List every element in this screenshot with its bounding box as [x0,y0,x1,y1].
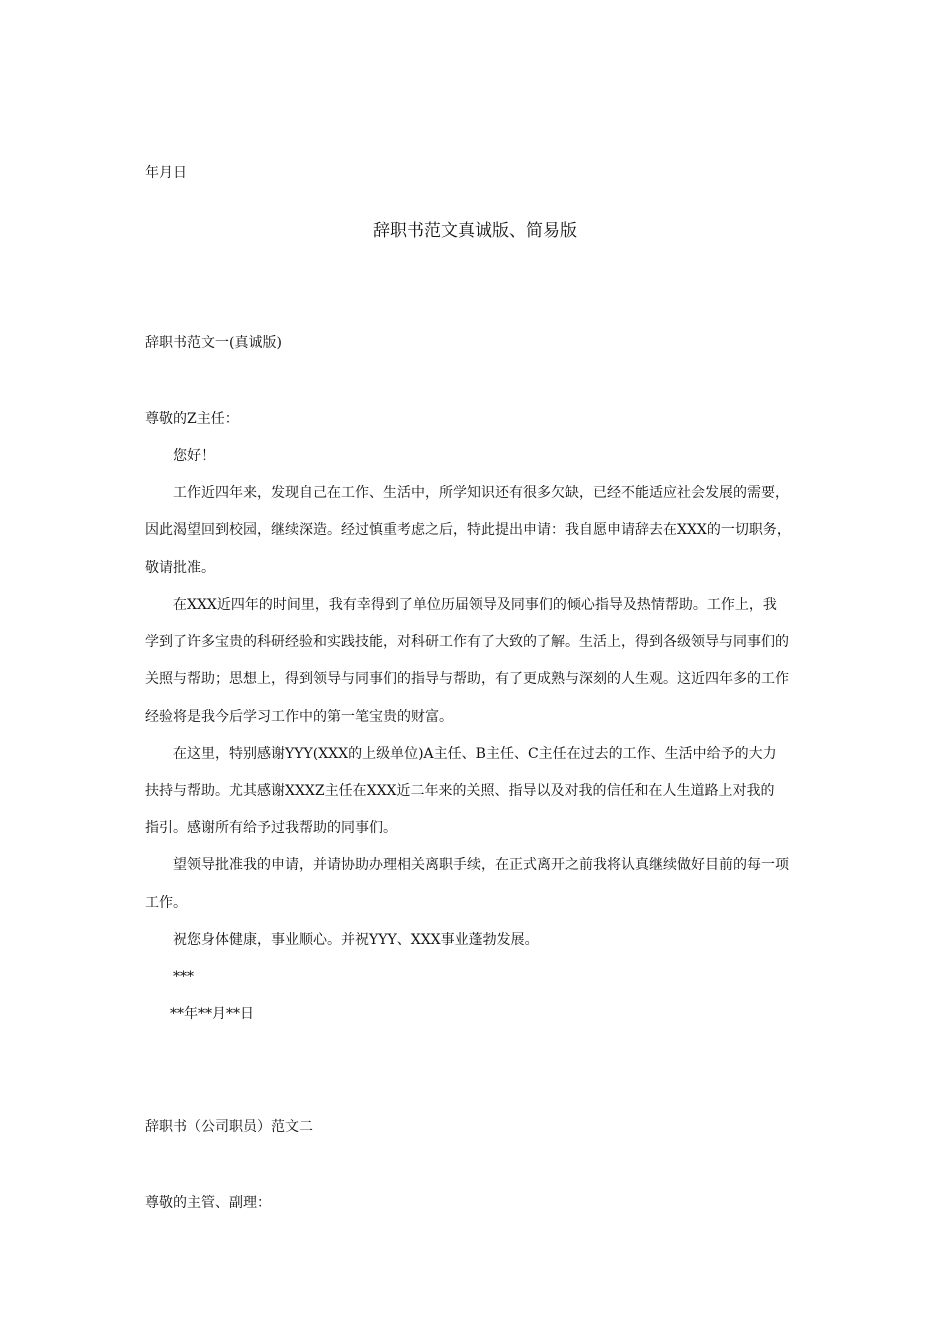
section2-heading: 辞职书（公司职员）范文二 [145,1119,313,1135]
section1-heading: 辞职书范文一(真诚版) [145,335,282,351]
letter1-greeting: 您好！ [173,448,215,464]
letter2-salutation: 尊敬的主管、副理： [145,1195,271,1211]
letter1-p2-line1: 在XXX近四年的时间里，我有幸得到了单位历届领导及同事们的倾心指导及热情帮助。工作上，我 [173,597,777,613]
letter1-closing: 祝您身体健康，事业顺心。并祝YYY、XXX事业蓬勃发展。 [173,932,539,948]
letter1-p2-line4: 经验将是我今后学习工作中的第一笔宝贵的财富。 [145,709,453,725]
letter1-p4-line1: 望领导批准我的申请，并请协助办理相关离职手续，在正式离开之前我将认真继续做好目前的每一项 [173,857,789,873]
letter1-p2-line3: 关照与帮助；思想上，得到领导与同事们的指导与帮助，有了更成熟与深刻的人生观。这近四年多的工作 [145,671,789,687]
letter1-p1-line3: 敬请批准。 [145,560,215,576]
letter1-salutation: 尊敬的Z主任： [145,411,239,427]
letter1-p3-line3: 指引。感谢所有给予过我帮助的同事们。 [145,820,397,836]
letter1-signature: *** [173,969,194,985]
letter1-p4-line2: 工作。 [145,895,187,911]
letter1-p3-line1: 在这里，特别感谢YYY(XXX的上级单位)A主任、B主任、C主任在过去的工作、生活中给予的大力 [173,746,777,762]
letter1-p3-line2: 扶持与帮助。尤其感谢XXXZ主任在XXX近二年来的关照、指导以及对我的信任和在人生道路上对我的 [145,783,775,799]
letter1-p1-line2: 因此渴望回到校园，继续深造。经过慎重考虑之后，特此提出申请：我自愿申请辞去在XXX的一切职务， [145,522,791,538]
page-title: 辞职书范文真诚版、简易版 [373,221,577,241]
letter1-p1-line1: 工作近四年来，发现自己在工作、生活中，所学知识还有很多欠缺，已经不能适应社会发展的需要， [173,485,789,501]
letter1-sign-date: **年**月**日 [170,1006,254,1022]
letter1-p2-line2: 学到了许多宝贵的科研经验和实践技能，对科研工作有了大致的了解。生活上，得到各级领导与同事们的 [145,634,789,650]
date-header: 年月日 [145,165,187,181]
